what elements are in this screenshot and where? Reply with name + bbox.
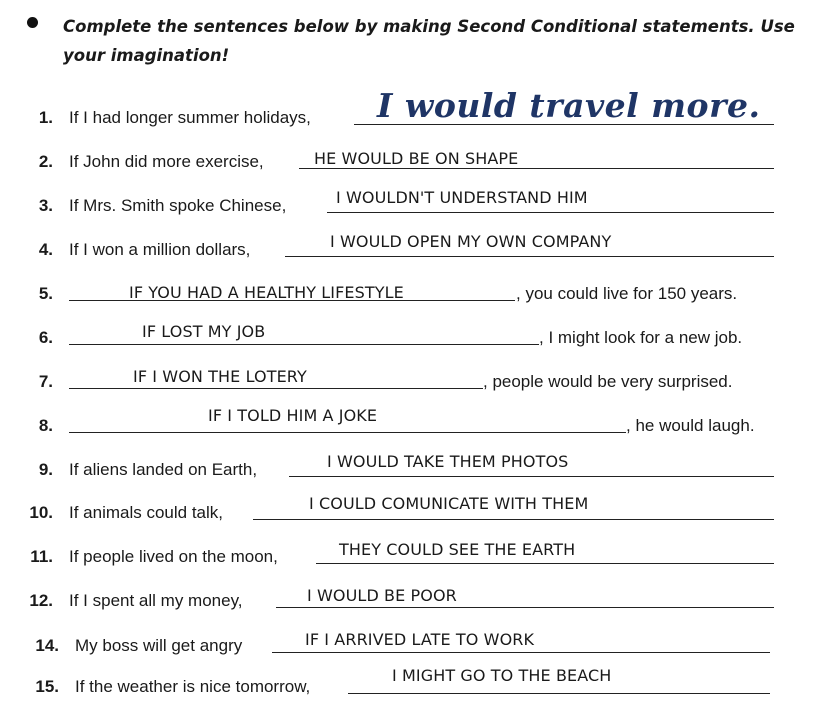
item-number: 7. xyxy=(38,372,53,391)
answer-line xyxy=(327,212,774,213)
answer-text[interactable]: I MIGHT GO TO THE BEACH xyxy=(392,666,612,685)
item-number: 10. xyxy=(29,503,53,522)
sentence-prefix: If the weather is nice tomorrow, xyxy=(75,677,311,696)
item-number: 6. xyxy=(38,328,53,347)
answer-line xyxy=(69,388,483,389)
item-number: 1. xyxy=(38,108,53,127)
answer-line xyxy=(69,432,626,433)
sentence-prefix: If animals could talk, xyxy=(69,503,224,522)
sentence-suffix: , people would be very surprised. xyxy=(483,372,733,391)
answer-text[interactable]: IF I WON THE LOTERY xyxy=(133,367,307,386)
item-number: 5. xyxy=(38,284,53,303)
item-number: 3. xyxy=(38,196,53,215)
answer-text[interactable]: I WOULD BE POOR xyxy=(307,586,457,605)
answer-text[interactable]: IF I ARRIVED LATE TO WORK xyxy=(305,630,535,649)
sentence-prefix: If Mrs. Smith spoke Chinese, xyxy=(69,196,287,215)
answer-line xyxy=(289,476,774,477)
sentence-prefix: If aliens landed on Earth, xyxy=(69,460,258,479)
item-number: 15. xyxy=(35,677,59,696)
item-number: 12. xyxy=(29,591,53,610)
answer-line xyxy=(276,607,774,608)
sentence-suffix: , you could live for 150 years. xyxy=(516,284,738,303)
sentence-prefix: If I had longer summer holidays, xyxy=(69,108,311,127)
item-number: 9. xyxy=(38,460,53,479)
answer-line xyxy=(69,344,539,345)
item-number: 14. xyxy=(35,636,59,655)
answer-text[interactable]: I WOULDN'T UNDERSTAND HIM xyxy=(336,188,588,207)
answer-line xyxy=(272,652,770,653)
sentence-suffix: , he would laugh. xyxy=(626,416,755,435)
answer-text[interactable]: IF LOST MY JOB xyxy=(142,322,266,341)
answer-text[interactable]: I WOULD TAKE THEM PHOTOS xyxy=(327,452,569,471)
instruction-text: Complete the sentences below by making Second Conditional statements. Use your imagination! xyxy=(63,17,795,65)
answer-text[interactable]: HE WOULD BE ON SHAPE xyxy=(314,149,519,168)
answer-handwritten[interactable]: I would travel more. xyxy=(377,86,761,125)
sentence-prefix: My boss will get angry xyxy=(75,636,243,655)
sentence-prefix: If people lived on the moon, xyxy=(69,547,278,566)
answer-text[interactable]: IF I TOLD HIM A JOKE xyxy=(208,406,378,425)
answer-line xyxy=(348,693,770,694)
answer-text[interactable]: I COULD COMUNICATE WITH THEM xyxy=(309,494,589,513)
item-number: 2. xyxy=(38,152,53,171)
sentence-prefix: If I won a million dollars, xyxy=(69,240,251,259)
sentence-suffix: , I might look for a new job. xyxy=(539,328,743,347)
answer-line xyxy=(253,519,774,520)
answer-line xyxy=(299,168,774,169)
answer-text[interactable]: THEY COULD SEE THE EARTH xyxy=(339,540,576,559)
sentence-prefix: If John did more exercise, xyxy=(69,152,264,171)
item-number: 8. xyxy=(38,416,53,435)
answer-text[interactable]: I WOULD OPEN MY OWN COMPANY xyxy=(330,232,612,251)
item-number: 11. xyxy=(30,547,53,566)
answer-line xyxy=(285,256,774,257)
bullet-point xyxy=(27,17,38,28)
answer-text[interactable]: IF YOU HAD A HEALTHY LIFESTYLE xyxy=(129,283,404,302)
answer-line xyxy=(316,563,774,564)
sentence-prefix: If I spent all my money, xyxy=(69,591,243,610)
item-number: 4. xyxy=(38,240,53,259)
